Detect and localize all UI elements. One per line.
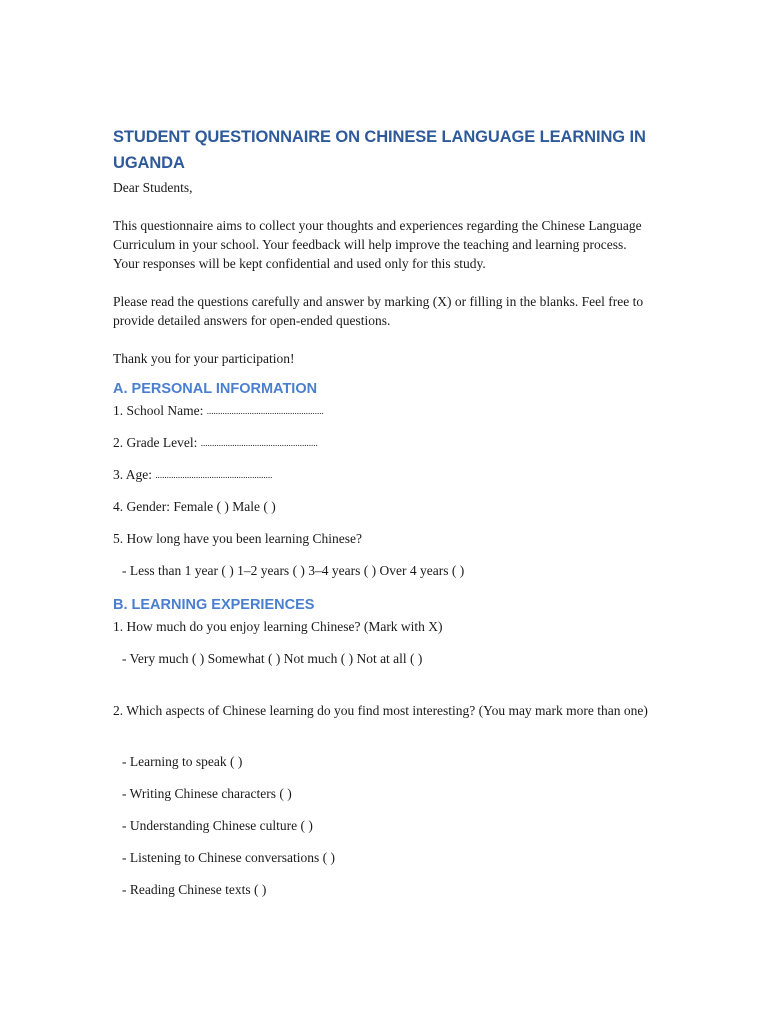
document-title: STUDENT QUESTIONNAIRE ON CHINESE LANGUAGE LEARNING IN UGANDA — [113, 128, 646, 172]
aspect-option-culture: - Understanding Chinese culture ( ) — [122, 818, 313, 833]
question-label: 2. Grade Level: — [113, 435, 201, 450]
enjoyment-options: - Very much ( ) Somewhat ( ) Not much ( ) Not at all ( ) — [122, 651, 423, 666]
answer-blank[interactable]: .................................................... — [155, 470, 273, 480]
intro-paragraph: This questionnaire aims to collect your thoughts and experiences regarding the Chinese Language Curriculum in your school. Your feedback will help improve the teaching and learning process. Your responses will be kept confidential and used only for this study. — [113, 218, 642, 271]
question-learning-duration: 5. How long have you been learning Chinese? — [113, 531, 362, 546]
section-a-heading: A. PERSONAL INFORMATION — [113, 381, 318, 397]
question-age — [113, 466, 272, 484]
question-grade-level — [113, 434, 318, 452]
answer-blank[interactable]: .................................................... — [200, 438, 318, 448]
thanks-paragraph: Thank you for your participation! — [113, 351, 295, 366]
question-label: 3. Age: — [113, 467, 156, 482]
aspect-option-reading: - Reading Chinese texts ( ) — [122, 882, 267, 897]
question-school-name — [113, 402, 324, 420]
answer-blank[interactable]: .................................................... — [206, 406, 324, 416]
question-interesting-aspects: 2. Which aspects of Chinese learning do you find most interesting? (You may mark more than one) — [113, 703, 648, 718]
question-gender: 4. Gender: Female ( ) Male ( ) — [113, 499, 276, 514]
document-body — [113, 124, 653, 897]
question-label: 1. School Name: — [113, 403, 207, 418]
greeting: Dear Students, — [113, 180, 193, 195]
instructions-paragraph: Please read the questions carefully and answer by marking (X) or filling in the blanks. Feel free to provide detailed answers for open-ended questions. — [113, 294, 644, 328]
learning-duration-options: - Less than 1 year ( ) 1–2 years ( ) 3–4 years ( ) Over 4 years ( ) — [122, 563, 465, 578]
aspect-option-writing: - Writing Chinese characters ( ) — [122, 786, 292, 801]
question-enjoyment: 1. How much do you enjoy learning Chinese? (Mark with X) — [113, 619, 443, 634]
aspect-option-listening: - Listening to Chinese conversations ( ) — [122, 850, 335, 865]
aspect-option-speaking: - Learning to speak ( ) — [122, 754, 243, 769]
section-b-heading: B. LEARNING EXPERIENCES — [113, 597, 315, 613]
